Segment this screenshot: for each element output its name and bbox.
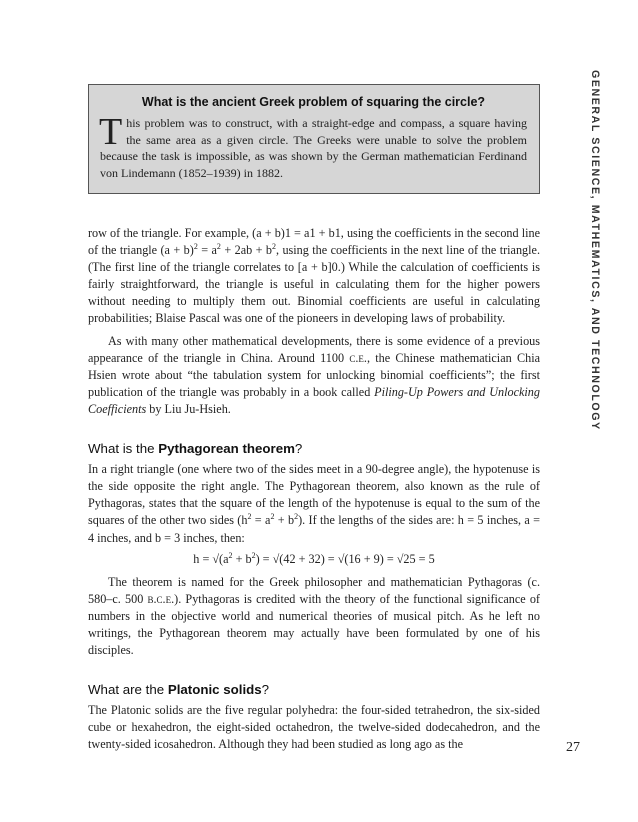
heading-text: What is the: [88, 441, 159, 457]
text-run: The theorem is named for the Greek philosopher and mathematician Pythagoras (c. 580–c. 500: [88, 574, 540, 606]
pythagorean-formula: [88, 551, 540, 568]
era-abbrev: b.c.e.: [147, 591, 175, 606]
paragraph-binomial: [88, 225, 540, 328]
heading-keyword: Pythagorean theorem: [158, 441, 295, 457]
text-run: = a: [197, 243, 217, 258]
paragraph-china: [88, 333, 540, 418]
superscript: 2: [251, 550, 256, 560]
text-run: , the Chinese mathematician Chia Hsien wrote about “the tabulation system for unlocking binomial coefficients”; the first publication of the triangle was probably in a book called: [88, 350, 540, 399]
superscript: 2: [272, 242, 276, 252]
sidebar-question-box: [88, 84, 540, 194]
text-run: row of the triangle. For example, (a + b)1 = a1 + b1, using the coefficients in the second line of the triangle (a + b): [88, 226, 540, 258]
sidebox-answer: [99, 111, 527, 181]
drop-cap: T: [99, 111, 123, 153]
superscript: 2: [294, 512, 299, 522]
text-run: ). If the lengths of the sides are: h = 5 inches, a = 4 inches, and b = 3 inches, then:: [88, 513, 540, 545]
heading-pythagorean: [88, 440, 540, 457]
formula-text: h = √(a: [193, 551, 229, 566]
formula-text: + b: [232, 551, 252, 566]
running-section-title: GENERAL SCIENCE, MATHEMATICS, AND TECHNOLOGY: [589, 70, 601, 431]
sidebox-question: What is the ancient Greek problem of squaring the circle?: [141, 95, 486, 109]
text-run: + b: [274, 513, 295, 528]
heading-text: What are the: [88, 682, 168, 698]
text-run: = a: [251, 513, 271, 528]
superscript: 2: [216, 242, 221, 252]
heading-platonic: [88, 681, 540, 698]
sidebox-answer-text: his problem was to construct, with a straight-edge and compass, a square having the same area as a given circle. The Greeks were unable to solve the problem because the task is impossible, as was shown by the German mathematician Ferdinand von Lindemann (1852–1939) in 1882.: [100, 116, 527, 180]
era-abbrev: c.e.: [349, 350, 367, 365]
text-run: ). Pythagoras is credited with the theory of the functional significance of numbers in the objective world and numerical theories of musical pitch. As he left no writings, the Pythagorean theorem may actually have been formulated by one of his disciples.: [88, 591, 540, 658]
paragraph-pythagorean: [88, 461, 540, 546]
book-title: Piling-Up Powers and Unlocking Coefficients: [88, 384, 540, 416]
formula-text: ) = √(42 + 32) = √(16 + 9) = √25 = 5: [255, 551, 435, 566]
paragraph-pythagoras: [88, 574, 540, 659]
text-run: by Liu Ju-Hsieh.: [146, 401, 231, 416]
text-run: As with many other mathematical developments, there is some evidence of a previous appearance of the triangle in China. Around 1100: [88, 333, 540, 365]
text-run: + 2ab + b: [220, 243, 272, 258]
heading-keyword: Platonic solids: [167, 682, 262, 698]
superscript: 2: [228, 550, 233, 560]
main-content: [88, 225, 540, 754]
page-number: 27: [566, 740, 580, 755]
text-run: In a right triangle (one where two of the sides meet in a 90-degree angle), the hypotenuse is the side opposite the right angle. The Pythagorean theorem, also known as the rule of Pythagoras, states that the square of the length of the hypotenuse is equal to the sum of the squares of the other two sides (h: [88, 462, 540, 528]
paragraph-platonic: The Platonic solids are the five regular polyhedra: the four-sided tetrahedron, the six-sided cube or hexahedron, the eight-sided octahedron, the twelve-sided dodecahedron, and the twenty-sided icosahedron. Although they had been studied as long ago as the: [88, 703, 540, 752]
superscript: 2: [270, 512, 275, 522]
heading-text: ?: [261, 682, 270, 698]
heading-text: ?: [294, 441, 303, 457]
text-run: , using the coefficients in the next line of the triangle. (The first line of the triangle correlates to [a + b]0.) While the calculation of coefficients is fairly straightforward, the triangle is useful in calculating them for the higher powers without needing to multiply them out. Binomial coefficients are useful in calculating probabilities; Blaise Pascal was one of the pioneers in developing laws of probability.: [88, 243, 540, 326]
superscript: 2: [193, 242, 198, 252]
superscript: 2: [247, 512, 252, 522]
